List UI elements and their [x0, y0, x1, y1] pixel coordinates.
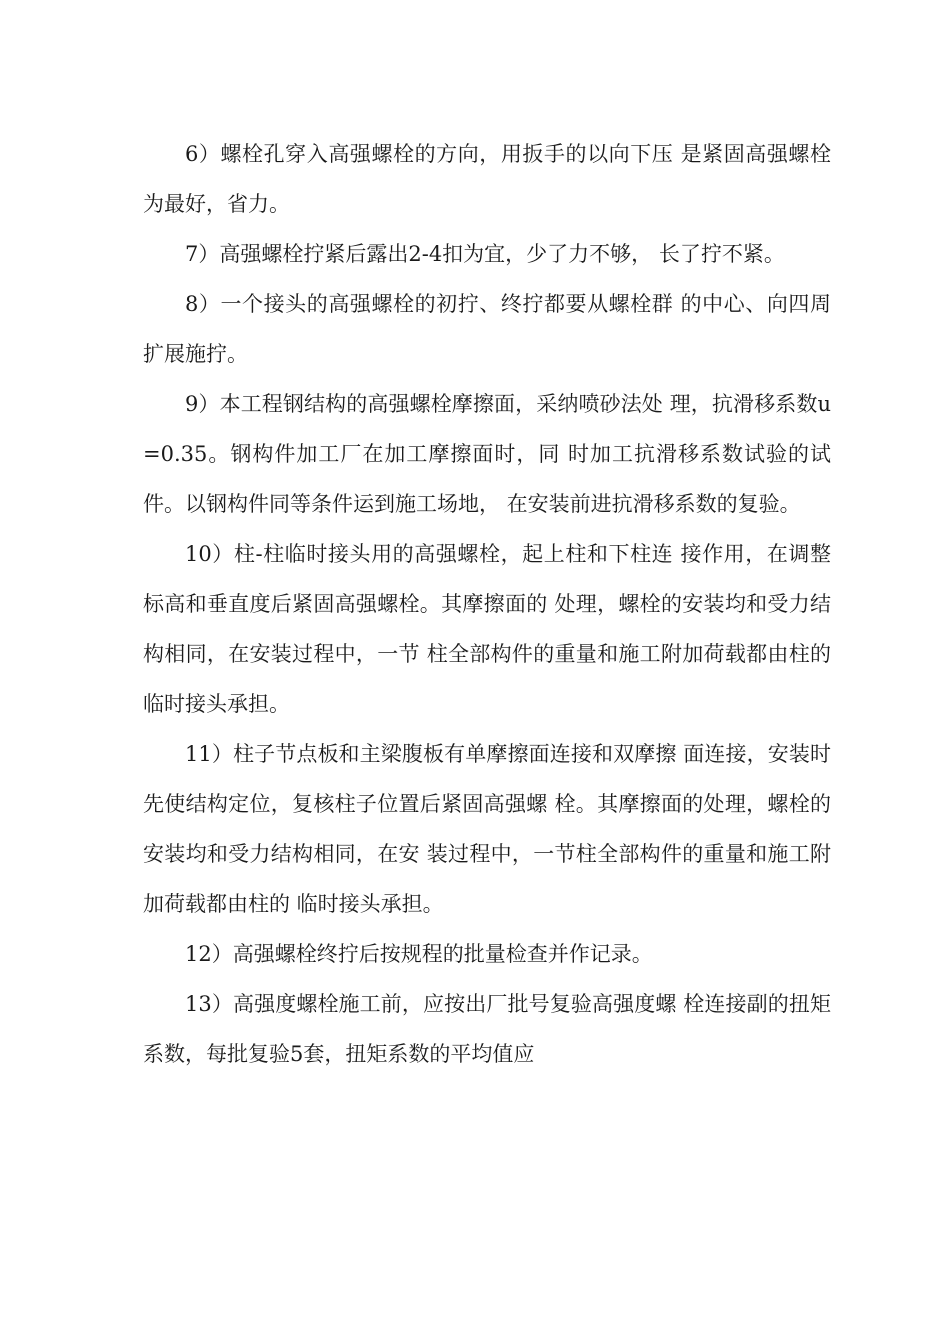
paragraph-12: 12）高强螺栓终拧后按规程的批量检查并作记录。: [185, 942, 653, 966]
paragraph-8: 8）一个接头的高强螺栓的初拧、终拧都要从螺栓群 的中心、向四周扩展施拧。: [143, 292, 831, 366]
paragraph-13: 13）高强度螺栓施工前，应按出厂批号复验高强度螺 栓连接副的扭矩系数，每批复验5套，扭矩系数的平均值应: [143, 992, 831, 1066]
paragraph-6: 6）螺栓孔穿入高强螺栓的方向，用扳手的以向下压 是紧固高强螺栓为最好，省力。: [143, 142, 831, 216]
paragraph-11: 11）柱子节点板和主梁腹板有单摩擦面连接和双摩擦 面连接，安装时先使结构定位，复核柱子位置后紧固高强螺 栓。其摩擦面的处理，螺栓的安装均和受力结构相同，在安 装过程中，一节柱全部构件的重量和施工附加荷载都由柱的 临时接头承担。: [143, 742, 831, 916]
document-body: [143, 129, 831, 1079]
paragraph-10: 10）柱-柱临时接头用的高强螺栓，起上柱和下柱连 接作用，在调整标高和垂直度后紧固高强螺栓。其摩擦面的 处理，螺栓的安装均和受力结构相同，在安装过程中，一节 柱全部构件的重量和施工附加荷载都由柱的临时接头承担。: [143, 542, 831, 716]
paragraph-9: 9）本工程钢结构的高强螺栓摩擦面，采纳喷砂法处 理，抗滑移系数u=0.35。钢构件加工厂在加工摩擦面时，同 时加工抗滑移系数试验的试件。以钢构件同等条件运到施工场地， 在安装前进抗滑移系数的复验。: [143, 392, 831, 516]
paragraph-7: 7）高强螺栓拧紧后露出2-4扣为宜，少了力不够， 长了拧不紧。: [185, 242, 785, 266]
